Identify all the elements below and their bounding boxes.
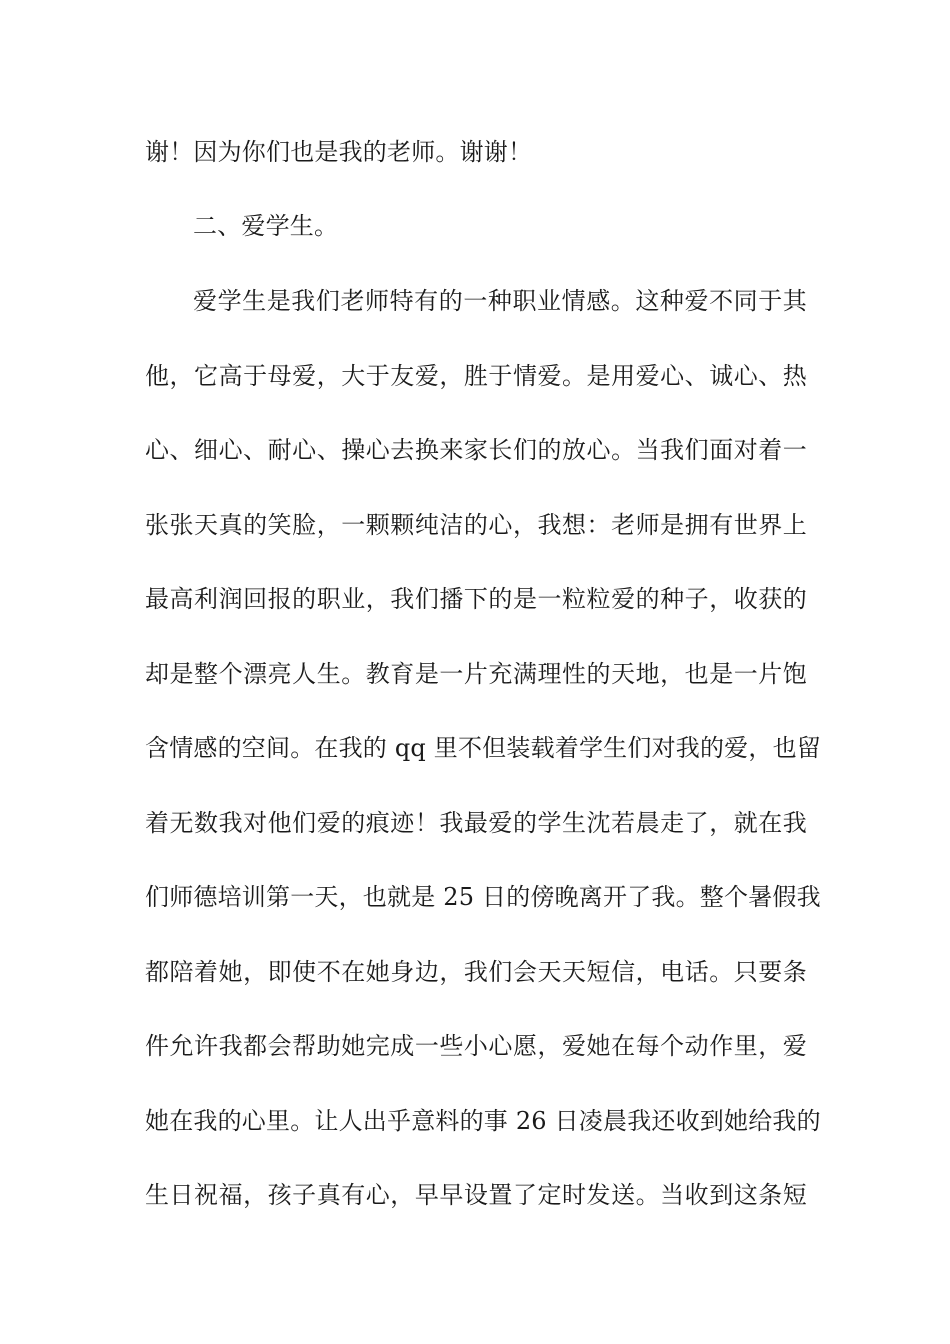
- text-line-12: 都陪着她，即使不在她身边，我们会天天短信，电话。只要条: [145, 958, 807, 986]
- text-line-6: 张张天真的笑脸，一颗颗纯洁的心，我想：老师是拥有世界上: [145, 511, 807, 539]
- text-line-13: 件允许我都会帮助她完成一些小心愿，爱她在每个动作里，爱: [145, 1032, 807, 1060]
- text-line-10: 着无数我对他们爱的痕迹！我最爱的学生沈若晨走了，就在我: [145, 809, 807, 837]
- text-line-8: 却是整个漂亮人生。教育是一片充满理性的天地，也是一片饱: [145, 660, 807, 688]
- text-line-14: 她在我的心里。让人出乎意料的事 26 日凌晨我还收到她给我的: [145, 1107, 821, 1135]
- text-line-11: 们师德培训第一天，也就是 25 日的傍晚离开了我。整个暑假我: [145, 883, 821, 911]
- text-line-9: 含情感的空间。在我的 qq 里不但装载着学生们对我的爱，也留: [145, 734, 821, 762]
- text-line-4: 他，它高于母爱，大于友爱，胜于情爱。是用爱心、诚心、热: [145, 362, 807, 390]
- text-line-3: 爱学生是我们老师特有的一种职业情感。这种爱不同于其: [193, 287, 807, 315]
- text-line-1: 谢！因为你们也是我的老师。谢谢！: [145, 138, 533, 166]
- section-heading: 二、爱学生。: [193, 212, 339, 240]
- text-line-15: 生日祝福，孩子真有心，早早设置了定时发送。当收到这条短: [145, 1181, 807, 1209]
- text-line-7: 最高利润回报的职业，我们播下的是一粒粒爱的种子，收获的: [145, 585, 807, 613]
- text-line-5: 心、细心、耐心、操心去换来家长们的放心。当我们面对着一: [145, 436, 807, 464]
